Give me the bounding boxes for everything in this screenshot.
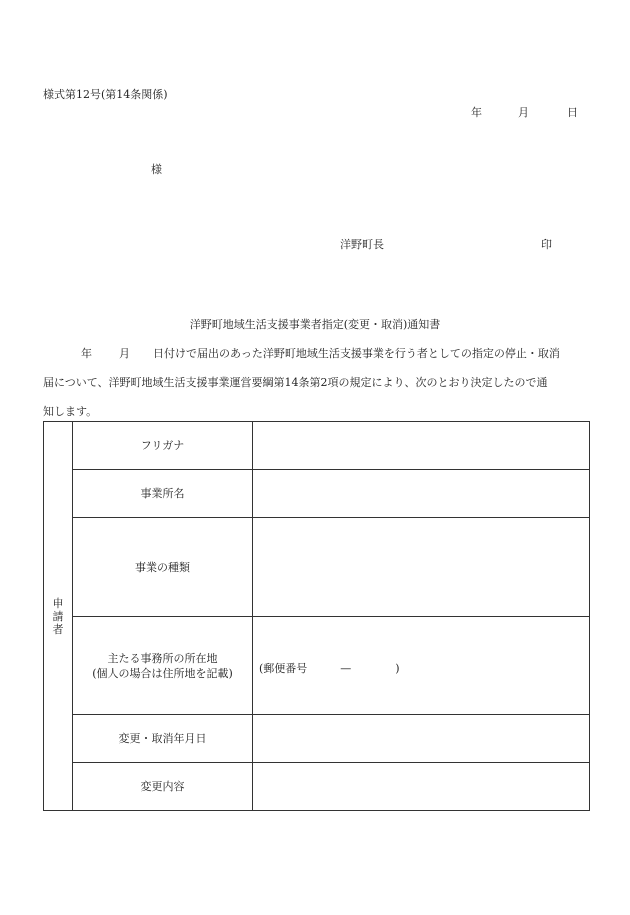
address-label [73, 617, 253, 715]
body-line-1 [43, 345, 589, 361]
address-label-line1: 主たる事務所の所在地 [107, 651, 218, 665]
date-day: 日 [567, 106, 578, 119]
applicant-label: 申請者 [52, 596, 64, 636]
form-number: 様式第12号(第14条関係) [43, 88, 168, 101]
date-year: 年 [471, 106, 482, 119]
row-business-type [44, 518, 590, 617]
change-details-label: 変更内容 [73, 763, 253, 811]
body-line-2: 届について、洋野町地域生活支援事業運営要綱第14条第2項の規定により、次のとおり決定したので通 [43, 376, 548, 389]
address-field[interactable] [253, 617, 590, 715]
row-office-name [44, 470, 590, 518]
business-type-field[interactable] [253, 518, 590, 617]
body-line-1-text: 日付けで届出のあった洋野町地域生活支援事業を行う者としての指定の停止・取消 [153, 347, 560, 360]
furigana-field[interactable] [253, 422, 590, 470]
change-date-field[interactable] [253, 715, 590, 763]
office-name-label: 事業所名 [73, 470, 253, 518]
applicant-table [43, 421, 590, 811]
row-change-date [44, 715, 590, 763]
body-month: 月 [119, 347, 130, 360]
issuer-title: 洋野町長 [340, 238, 384, 251]
row-address [44, 617, 590, 715]
address-label-line2: (個人の場合は住所地を記載) [92, 666, 233, 680]
date-month: 月 [518, 106, 529, 119]
change-date-label: 変更・取消年月日 [73, 715, 253, 763]
business-type-label: 事業の種類 [73, 518, 253, 617]
office-name-field[interactable] [253, 470, 590, 518]
change-details-field[interactable] [253, 763, 590, 811]
furigana-label: フリガナ [73, 422, 253, 470]
document-title: 洋野町地域生活支援事業者指定(変更・取消)通知書 [189, 318, 441, 331]
body-line-3: 知します。 [43, 405, 98, 418]
row-furigana [44, 422, 590, 470]
addressee-suffix: 様 [151, 163, 162, 176]
row-change-details [44, 763, 590, 811]
postal-code-text: (郵便番号 — ) [259, 661, 400, 675]
applicant-group-cell [44, 422, 73, 811]
seal-mark: 印 [541, 238, 552, 251]
body-year: 年 [81, 347, 92, 360]
